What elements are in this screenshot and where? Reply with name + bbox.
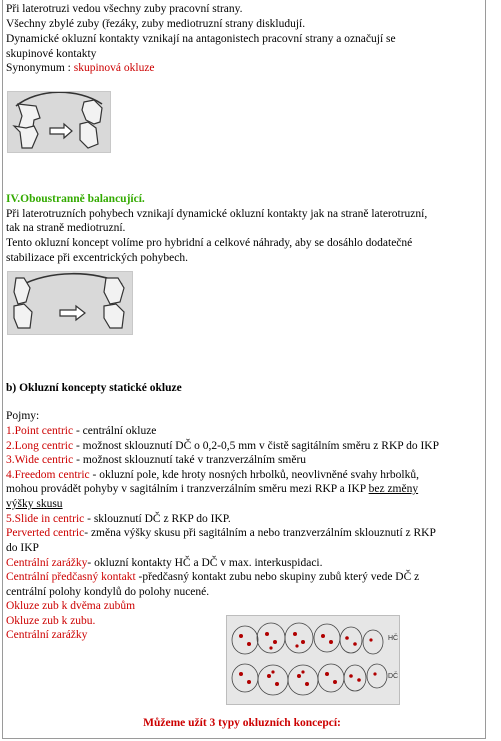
term-desc: - okluzní pole, kde hroty nosných hrbolků, neovlivněné svahy hrbolků,	[89, 469, 419, 481]
section4-line2: tak na straně mediotruzní.	[6, 222, 126, 234]
p1-line3: Dynamické okluzní kontakty vznikají na antagonistech pracovní strany a označují se	[6, 33, 396, 45]
centralni-zarazky-label: Centrální zarážky	[6, 629, 88, 641]
term-desc: - změna výšky skusu při sagitálním a nebo tranzverzálním sklouznutí z RKP	[84, 527, 436, 539]
term-desc: - okluzní kontakty HČ a DČ v max. interkuspidaci.	[87, 557, 323, 569]
term-label: Perverted centric	[6, 527, 85, 539]
sectionb-heading: b) Okluzní koncepty statické okluze	[6, 382, 182, 394]
term-desc: -předčasný kontakt zubu nebo skupiny zubů který vede DČ z	[135, 571, 420, 583]
p1-line2: Všechny zbylé zuby (řezáky, zuby mediotruzní strany diskludují.	[6, 18, 306, 30]
p1-synonym	[6, 62, 155, 75]
term-predcasny-line2: centrální polohy kondylů do polohy nucené.	[6, 586, 210, 598]
footer-heading: Můžeme užít 3 typy okluzních koncepcí:	[143, 717, 341, 729]
term-label: 3.Wide centric	[6, 454, 74, 466]
term-long-centric	[6, 440, 439, 453]
term-label: 5.Slide in centric	[6, 513, 85, 525]
term-label: 1.Point centric	[6, 425, 74, 437]
synonym-value: skupinová okluze	[73, 62, 155, 74]
term-label: Centrální předčasný kontakt	[6, 571, 136, 583]
dental-contacts-image	[226, 615, 400, 705]
term-freedom-line3: výšky skusu	[6, 498, 63, 510]
term-desc: - centrální okluze	[73, 425, 157, 437]
pojmy-label: Pojmy:	[6, 410, 40, 422]
term-predcasny-kontakt	[6, 571, 419, 584]
term-underline: bez změny	[368, 483, 419, 495]
okluze-zub-zubu: Okluze zub k zubu.	[6, 615, 96, 627]
term-point-centric	[6, 425, 156, 438]
term-label: 4.Freedom centric	[6, 469, 90, 481]
term-desc: - možnost sklouznutí DČ o 0,2-0,5 mm v čistě sagitálním směru z RKP do IKP	[73, 440, 440, 452]
term-slide-in-centric	[6, 513, 231, 526]
term-label: Centrální zarážky	[6, 557, 88, 569]
term-desc: mohou provádět pohyby v sagitálním i tranzverzálním směru mezi RKP a IKP	[6, 483, 369, 495]
term-desc: - sklouznutí DČ z RKP do IKP.	[84, 513, 231, 525]
section4-line4: stabilizace při excentrických pohybech.	[6, 252, 189, 264]
term-label: 2.Long centric	[6, 440, 74, 452]
section4-line3: Tento okluzní koncept volíme pro hybridní a celkové náhrady, aby se dosáhlo dodatečné	[6, 237, 413, 249]
p1-line1: Při laterotruzi vedou všechny zuby pracovní strany.	[6, 3, 243, 15]
term-wide-centric	[6, 454, 306, 467]
term-centralni-zarazky	[6, 557, 323, 570]
term-desc: - možnost sklouznutí také v tranzverzálním směru	[73, 454, 307, 466]
term-perverted-line2: do IKP	[6, 542, 39, 554]
teeth-figure-1	[7, 91, 111, 153]
term-freedom-line2	[6, 483, 418, 496]
term-perverted-centric	[6, 527, 436, 540]
okluze-zub-dvema: Okluze zub k dvěma zubům	[6, 600, 136, 612]
section4-line1: Při laterotruzních pohybech vznikají dynamické okluzní kontakty jak na straně laterotruzní,	[6, 208, 428, 220]
term-freedom-centric	[6, 469, 419, 482]
synonym-label: Synonymum :	[6, 62, 74, 74]
label-hc: HČ	[388, 635, 399, 642]
label-dc: DČ	[388, 673, 399, 680]
p1-line4: skupinové kontakty	[6, 48, 97, 60]
teeth-figure-2	[7, 271, 133, 335]
section4-heading: IV.Oboustranně balancující.	[6, 193, 145, 205]
